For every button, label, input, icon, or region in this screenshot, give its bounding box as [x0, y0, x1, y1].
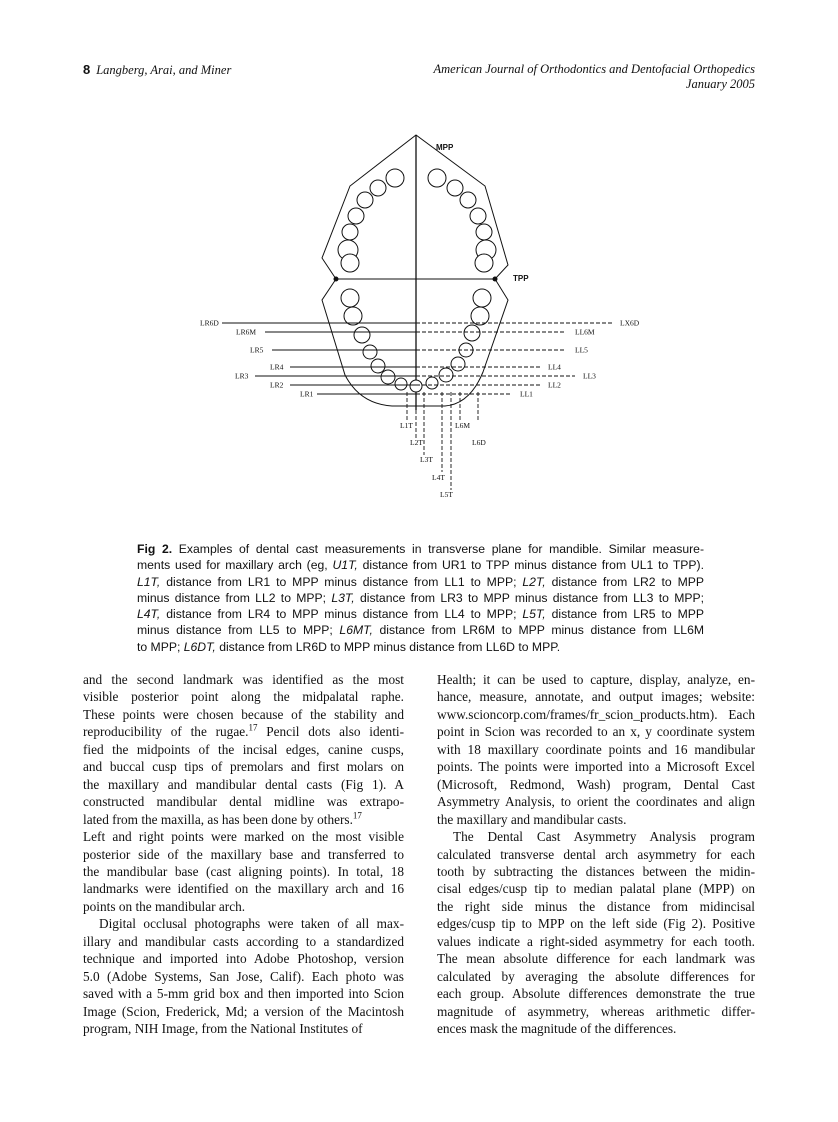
reference-superscript: 17 [352, 810, 362, 821]
text-segment: reproducibility of the rugae. [83, 724, 249, 740]
text-line [437, 793, 755, 810]
text-segment: Left and right points were marked on the most visible [83, 829, 404, 845]
body-column-right [437, 671, 755, 1038]
text-line [83, 1020, 404, 1037]
transverse-label: L3T [420, 455, 433, 464]
tooth-icon [395, 378, 407, 390]
text-line [83, 968, 404, 985]
italic-term: L6DT, [183, 639, 216, 654]
text-segment: Health; it can be used to capture, display, analyze, en- [437, 672, 755, 687]
text-segment: technique and imported into Adobe Photoshop, version [83, 951, 404, 967]
transverse-label: L5T [440, 490, 453, 499]
text-line [437, 741, 755, 758]
text-line [437, 915, 755, 932]
right-landmark-label: LR3 [235, 371, 249, 381]
tooth-icon [386, 169, 404, 187]
text-line [83, 863, 404, 880]
tooth-icon [342, 224, 358, 240]
right-landmark-label: LR2 [270, 380, 284, 390]
tooth-icon [363, 345, 377, 359]
text-segment: edges/cusp tip to MPP on the left side (Fig 2). Positive [437, 916, 755, 932]
text-segment: These points were chosen because of the stability and [83, 706, 404, 722]
tooth-icon [344, 307, 362, 325]
text-line [437, 846, 755, 863]
text-line [83, 985, 404, 1002]
text-segment: distance from LR6D to MPP minus distance from LL6D to MPP. [215, 639, 561, 654]
figure-label: Fig 2. [137, 542, 173, 556]
left-landmark-label: LL2 [548, 380, 561, 390]
text-segment: each group. Absolute differences demonstrate the true [437, 986, 755, 1002]
text-line [137, 606, 704, 622]
text-line [137, 574, 704, 590]
text-line [83, 828, 404, 845]
tooth-icon [473, 289, 491, 307]
text-line [437, 968, 755, 985]
text-line [83, 723, 404, 740]
tooth-icon [370, 180, 386, 196]
text-line [437, 706, 755, 723]
authors: Langberg, Arai, and Miner [96, 63, 232, 77]
text-segment: Asymmetry Analysis, to orient the coordinates and align [437, 794, 755, 810]
text-line [437, 811, 755, 828]
left-landmark-label: LL6M [575, 327, 595, 337]
tooth-icon [354, 327, 370, 343]
text-segment: to MPP; [137, 639, 184, 654]
text-segment: distance from UR1 to TPP minus distance from UL1 to TPP). [357, 558, 704, 573]
text-segment: the maxillary and mandibular dental casts (Fig 1). A [83, 776, 404, 792]
right-landmark-label: LR1 [300, 389, 314, 399]
text-segment: distance from LR1 to MPP minus distance from LL1 to MPP; [160, 574, 523, 589]
tooth-icon [381, 370, 395, 384]
text-segment: 5.0 (Adobe Systems, San Jose, Calif). Each photo was [83, 968, 404, 984]
tooth-icon [426, 377, 438, 389]
text-line [437, 828, 755, 845]
text-line [83, 1003, 404, 1020]
tooth-icon [470, 208, 486, 224]
text-segment: the mandibular base (cast aligning points). In total, 18 [83, 863, 404, 879]
text-segment: ments used for maxillary arch (eg, [137, 558, 333, 573]
text-line [83, 933, 404, 950]
italic-term: L6MT, [339, 623, 373, 638]
text-line [437, 1020, 755, 1037]
tpp-label: TPP [513, 274, 529, 283]
text-line [437, 898, 755, 915]
transverse-label: L6D [472, 438, 486, 447]
text-segment: visible posterior point along the midpalatal raphe. [83, 689, 404, 705]
italic-term: L1T, [137, 574, 161, 589]
text-segment: distance from LR3 to MPP minus distance from LL3 to MPP; [354, 590, 704, 605]
text-line [83, 671, 404, 688]
text-segment: distance from LR5 to MPP [545, 607, 704, 622]
text-line [83, 706, 404, 723]
text-segment: www.scioncorp.com/frames/fr_scion_products.htm). Each [437, 706, 755, 722]
text-segment: values indicate a right-sided asymmetry for each tooth. [437, 933, 755, 949]
text-line [83, 688, 404, 705]
tooth-icon [348, 208, 364, 224]
text-line [437, 758, 755, 775]
text-segment: posterior side of the maxillary base and transferred to [83, 846, 404, 862]
transverse-label: L4T [432, 473, 445, 482]
reference-superscript: 17 [248, 722, 258, 733]
text-segment: (Microsoft, Redmond, Wash) program, Dental Cast [437, 776, 755, 792]
transverse-label: L2T [410, 438, 423, 447]
text-segment: lated from the maxilla, as has been done by others. [83, 811, 353, 827]
right-landmark-label: LR6D [200, 318, 219, 328]
journal-title: American Journal of Orthodontics and Dentofacial Orthopedics [433, 62, 755, 76]
text-line [437, 880, 755, 897]
text-segment: points. The points were imported into a Microsoft Excel [437, 759, 755, 775]
transverse-label: L6M [455, 421, 470, 430]
tooth-icon [464, 325, 480, 341]
right-landmark-label: LR6M [236, 327, 257, 337]
text-line [437, 985, 755, 1002]
text-segment: The Dental Cast Asymmetry Analysis program [453, 829, 755, 845]
text-segment: with 18 maxillary coordinate points and 16 mandibular [437, 741, 755, 757]
text-segment: magnitude of asymmetry, whereas arithmetic differ- [437, 1003, 755, 1019]
text-line [437, 688, 755, 705]
text-segment: distance from LR4 to MPP minus distance from LL4 to MPP; [160, 607, 523, 622]
text-segment: distance from LR2 to MPP [545, 574, 704, 589]
text-line [83, 898, 404, 915]
text-line [437, 671, 755, 688]
text-segment: and buccal cusp tips of premolars and first molars on [83, 759, 404, 775]
left-landmark-label: LX6D [620, 318, 640, 328]
tooth-icon [439, 368, 453, 382]
tooth-icon [451, 357, 465, 371]
text-segment: calculated transverse dental arch asymmetry for each [437, 846, 755, 862]
left-landmark-label: LL1 [520, 389, 533, 399]
text-segment: minus distance from LL2 to MPP; [137, 590, 332, 605]
text-segment: calculated by averaging the absolute differences for [437, 968, 755, 984]
left-landmark-label: LL4 [548, 362, 561, 372]
text-line [83, 846, 404, 863]
text-line [137, 557, 704, 573]
text-segment: landmarks were identified on the maxillary arch and 16 [83, 881, 404, 897]
text-segment: hance, measure, annotate, and output images; website: [437, 689, 755, 705]
text-segment: fied the midpoints of the incisal edges, canine cusps, [83, 741, 404, 757]
italic-term: L2T, [522, 574, 546, 589]
text-segment: distance from LR6M to MPP minus distance from LL6M [372, 623, 705, 638]
page-number: 8 [83, 62, 91, 77]
text-line [437, 1003, 755, 1020]
tooth-icon [341, 289, 359, 307]
tooth-icon [475, 254, 493, 272]
italic-term: U1T, [332, 558, 358, 573]
text-line [83, 880, 404, 897]
text-line [437, 863, 755, 880]
tooth-icon [460, 192, 476, 208]
text-segment: illary and mandibular casts according to a standardized [83, 933, 404, 949]
text-segment: program, NIH Image, from the National Institutes of [83, 1021, 363, 1037]
tpp-point-left [493, 277, 498, 282]
issue-date: January 2005 [685, 77, 755, 91]
text-line [437, 950, 755, 967]
text-line [83, 758, 404, 775]
text-segment: Examples of dental cast measurements in transverse plane for mandible. Similar measure- [172, 542, 705, 556]
text-line [137, 639, 704, 655]
text-segment: the maxillary and mandibular casts. [437, 811, 627, 827]
right-landmark-label: LR5 [250, 345, 264, 355]
text-line [83, 741, 404, 758]
text-segment: Pencil dots also identi- [257, 724, 405, 740]
text-segment: ences mask the magnitude of the differences. [437, 1021, 677, 1037]
italic-term: L3T, [331, 590, 355, 605]
text-line [437, 723, 755, 740]
text-segment: saved with a 5-mm grid box and then imported into Scion [83, 986, 404, 1002]
transverse-label: L1T [400, 421, 413, 430]
tooth-icon [471, 307, 489, 325]
tooth-icon [341, 254, 359, 272]
left-landmark-label: LL5 [575, 345, 588, 355]
tooth-icon [447, 180, 463, 196]
text-segment: tooth by subtracting the distances between the midin- [437, 863, 755, 879]
text-segment: points on the mandibular arch. [83, 898, 246, 914]
text-line [137, 622, 704, 638]
body-column-left [83, 671, 404, 1038]
text-line [437, 776, 755, 793]
tooth-icon [428, 169, 446, 187]
tooth-icon [410, 380, 422, 392]
text-line [137, 541, 704, 557]
text-segment: The mean absolute difference for each landmark was [437, 951, 755, 967]
tooth-icon [476, 224, 492, 240]
text-segment: point in Scion was recorded to an x, y coordinate system [437, 724, 755, 740]
text-segment: Digital occlusal photographs were taken of all max- [99, 916, 404, 932]
tpp-point-right [334, 277, 339, 282]
text-line [83, 793, 404, 810]
mpp-label: MPP [436, 143, 454, 152]
right-landmark-label: LR4 [270, 362, 284, 372]
tooth-icon [371, 359, 385, 373]
dental-arch-figure [0, 0, 838, 530]
figure-caption [137, 541, 704, 655]
text-line [83, 811, 404, 828]
left-landmark-label: LL3 [583, 371, 596, 381]
text-segment: Image (Scion, Frederick, Md; a version of the Macintosh [83, 1003, 404, 1019]
text-line [83, 950, 404, 967]
text-line [83, 915, 404, 932]
tooth-icon [357, 192, 373, 208]
text-segment: the right side minus the distance from midincisal [437, 898, 755, 914]
text-segment: constructed mandibular dental midline was extrapo- [83, 794, 404, 810]
italic-term: L5T, [522, 607, 546, 622]
text-line [137, 590, 704, 606]
text-line [83, 776, 404, 793]
italic-term: L4T, [137, 607, 161, 622]
text-line [437, 933, 755, 950]
text-segment: and the second landmark was identified as the most [83, 672, 404, 687]
text-segment: cisal edges/cusp tip to median palatal plane (MPP) on [437, 881, 755, 897]
text-segment: minus distance from LL5 to MPP; [137, 623, 340, 638]
